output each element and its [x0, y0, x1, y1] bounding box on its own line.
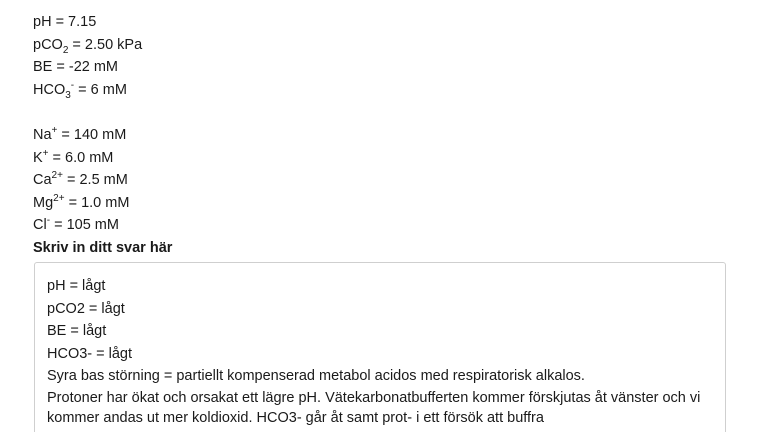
answer-heading: Skriv in ditt svar här: [33, 239, 173, 256]
answer-line-pco2: pCO2 = lågt: [47, 300, 125, 317]
spacer: [33, 101, 733, 124]
answer-textarea[interactable]: [34, 262, 726, 432]
k-value: K+ = 6.0 mM: [33, 147, 114, 166]
answer-line-hco3: HCO3- = lågt: [47, 345, 133, 362]
answer-line-be: BE = lågt: [47, 323, 107, 340]
pco2-value: pCO$_2$ = 2.50 kPa: [33, 36, 143, 56]
na-value: Na+ = 140 mM: [33, 125, 127, 143]
answer-line-ph: pH = lågt: [47, 278, 106, 294]
answer-paragraph: Protoner har ökat och orsakat ett lägre pH. Vätekarbonatbufferten kommer förskjutas åt vänster och vi kommer andas ut mer koldioxid. HCO3- går åt samt prot- i ett försök att buffra: [47, 389, 701, 426]
cl-value: Cl- = 105 mM: [33, 215, 119, 234]
be-value: BE = -22 mM: [33, 59, 119, 76]
ca-value: $Ca^{2+} = 2.5$ mM: [33, 170, 128, 189]
hco3-value: $HCO_3^- = 6$ mM: [33, 79, 127, 101]
question-content: [33, 11, 733, 260]
answer-line-disturbance: Syra bas störning = partiellt kompenserad metabol acidos med respiratorisk alkalos.: [47, 368, 585, 385]
ph-value: pH = 7.15: [33, 14, 97, 30]
mg-value: $Mg^{2+} = 1.0$ mM: [33, 192, 130, 211]
